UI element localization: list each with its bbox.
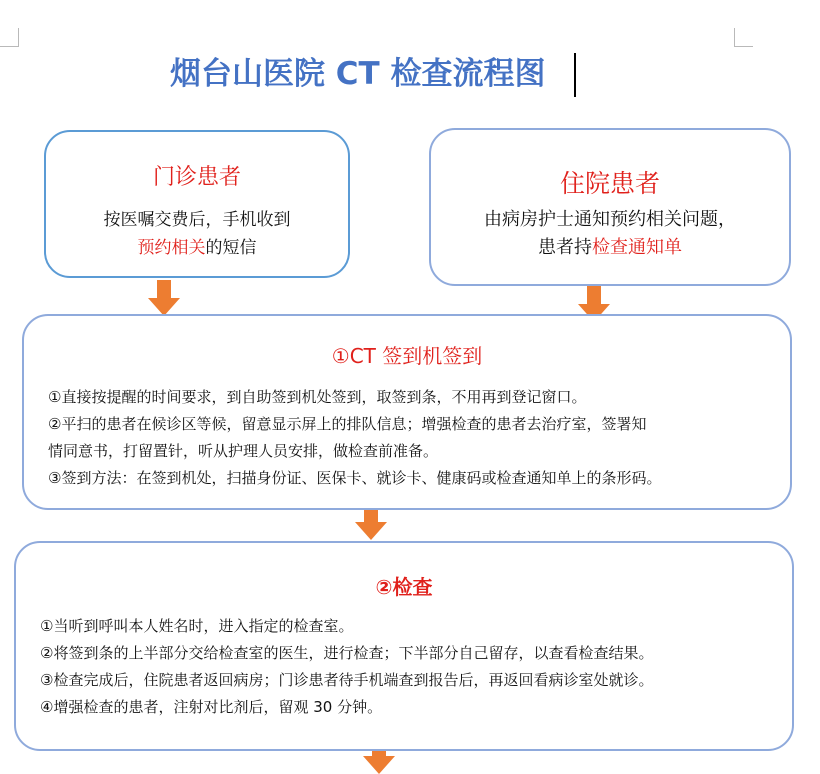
step2-heading: ②检查	[375, 575, 433, 599]
inpatient-line-2-prefix: 患者持	[538, 237, 592, 258]
step1-item: ①直接按提醒的时间要求，到自助签到机处签到，取签到条，不用再到登记窗口。	[48, 388, 587, 406]
outpatient-heading: 门诊患者	[152, 165, 241, 190]
page-corner-mark-top-right	[734, 28, 753, 47]
text-cursor	[574, 53, 576, 97]
step1-list	[48, 384, 778, 492]
inpatient-line-1: 由病房护士通知预约相关问题，	[484, 209, 736, 230]
step2-list	[40, 613, 780, 721]
inpatient-highlight: 检查通知单	[592, 237, 682, 258]
inpatient-box	[429, 128, 791, 286]
step2-item: ①当听到呼叫本人姓名时，进入指定的检查室。	[40, 617, 354, 635]
step1-item: ②平扫的患者在候诊区等候，留意显示屏上的排队信息；增强检查的患者去治疗室，签署知	[48, 415, 647, 433]
outpatient-description	[46, 206, 348, 262]
outpatient-line-2-rest: 的短信	[205, 238, 257, 258]
page-title: 烟台山医院 CT 检查流程图	[170, 56, 546, 92]
arrow-down-icon	[148, 280, 180, 316]
step2-item: ②将签到条的上半部分交给检查室的医生，进行检查；下半部分自己留存，以查看检查结果。	[40, 644, 654, 662]
outpatient-line-1: 按医嘱交费后，手机收到	[103, 210, 291, 230]
outpatient-box	[44, 130, 350, 278]
step1-checkin-box	[22, 314, 792, 510]
inpatient-line-2	[431, 234, 789, 262]
outpatient-line-2	[46, 234, 348, 262]
step2-examination-box	[14, 541, 794, 751]
step1-item: ③签到方法：在签到机处，扫描身份证、医保卡、就诊卡、健康码或检查通知单上的条形码。	[48, 469, 662, 487]
outpatient-highlight: 预约相关	[137, 238, 206, 258]
step2-item: ④增强检查的患者，注射对比剂后，留观 30 分钟。	[40, 698, 383, 716]
inpatient-heading: 住院患者	[559, 169, 660, 198]
step1-item: 情同意书，打留置针，听从护理人员安排，做检查前准备。	[48, 442, 439, 460]
page-corner-mark-top-left	[0, 28, 19, 47]
inpatient-description	[431, 206, 789, 262]
step2-item: ③检查完成后，住院患者返回病房；门诊患者待手机端查到报告后，再返回看病诊室处就诊。	[40, 671, 654, 689]
step1-heading: ①CT 签到机签到	[331, 344, 483, 368]
